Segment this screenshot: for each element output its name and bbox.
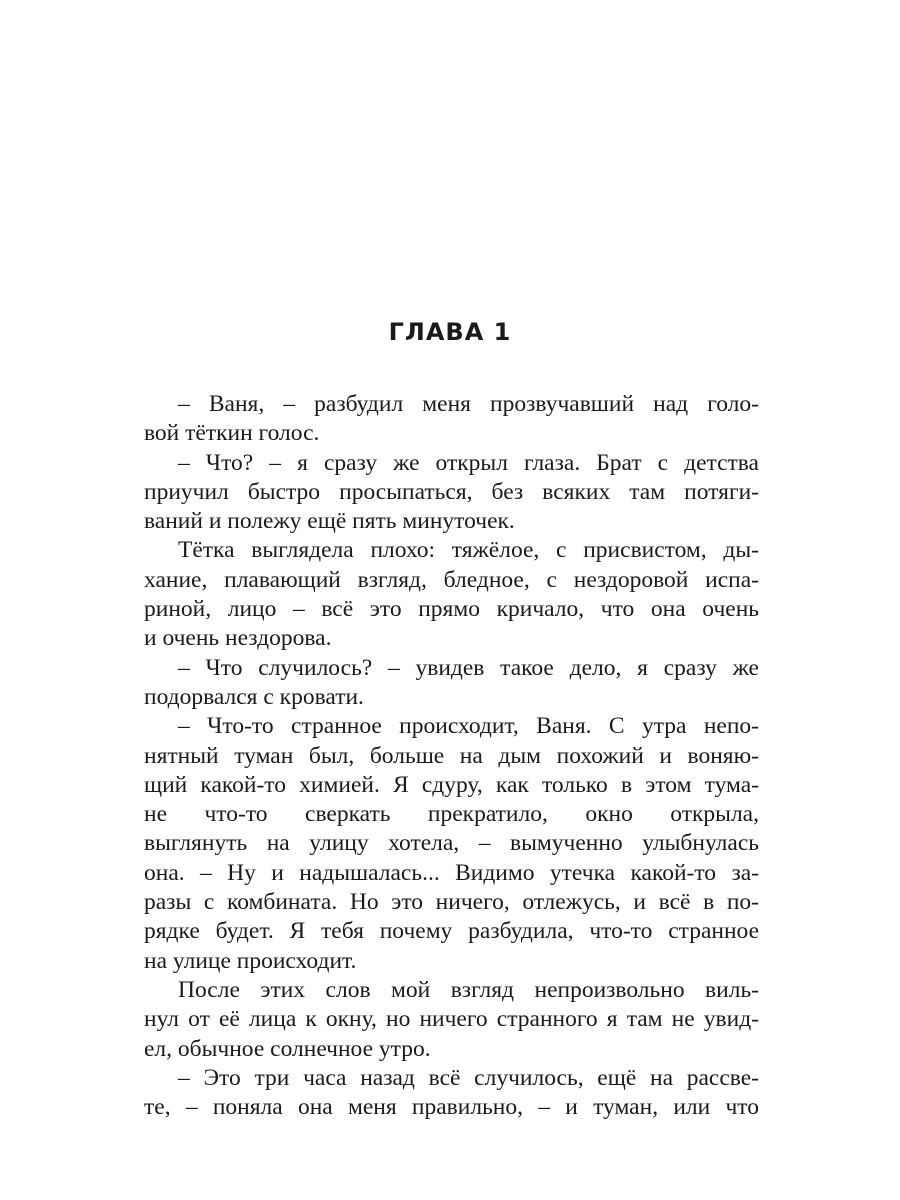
text-line: не что-то сверкать прекратило, окно открыла, bbox=[144, 801, 759, 828]
text-line: она. – Ну и надышалась... Видимо утечка какой-то за- bbox=[144, 859, 759, 886]
chapter-text bbox=[144, 390, 759, 1122]
text-line: ел, обычное солнечное утро. bbox=[144, 1035, 431, 1062]
text-line: – Это три часа назад всё случилось, ещё на рассве- bbox=[178, 1064, 759, 1091]
text-line: те, – поняла она меня правильно, – и туман, или что bbox=[144, 1094, 759, 1121]
text-line: хание, плавающий взгляд, бледное, с нездоровой испа- bbox=[144, 566, 759, 593]
text-line: – Что-то странное происходит, Ваня. С утра непо- bbox=[178, 713, 759, 740]
text-line: риной, лицо – всё это прямо кричало, что она очень bbox=[144, 596, 759, 623]
text-line: – Что случилось? – увидев такое дело, я сразу же bbox=[178, 654, 759, 681]
text-line: выглянуть на улицу хотела, – вымученно улыбнулась bbox=[144, 830, 759, 857]
text-line: вой тёткин голос. bbox=[144, 420, 320, 447]
text-line: – Ваня, – разбудил меня прозвучавший над голо- bbox=[178, 391, 759, 417]
text-line: – Что? – я сразу же открыл глаза. Брат с детства bbox=[178, 449, 759, 476]
text-line: и очень нездорова. bbox=[144, 625, 332, 652]
text-line: ваний и полежу ещё пять минуточек. bbox=[144, 508, 515, 535]
text-line: После этих слов мой взгляд непроизвольно виль- bbox=[178, 976, 759, 1003]
text-line: подорвался с кровати. bbox=[144, 683, 364, 710]
text-line: нул от её лица к окну, но ничего странного я там не увид- bbox=[144, 1006, 759, 1033]
text-line: разы с комбината. Но это ничего, отлежусь, и всё в по- bbox=[144, 889, 759, 916]
text-line: приучил быстро просыпаться, без всяких там потяги- bbox=[144, 478, 759, 505]
text-line: нятный туман был, больше на дым похожий и воняю- bbox=[144, 742, 759, 769]
text-line: на улице происходит. bbox=[144, 947, 357, 974]
text-line: рядке будет. Я тебя почему разбудила, что-то странное bbox=[144, 918, 759, 945]
text-line: Тётка выглядела плохо: тяжёлое, с присвистом, ды- bbox=[178, 537, 759, 564]
text-line: щий какой-то химией. Я сдуру, как только в этом тума- bbox=[144, 771, 759, 798]
chapter-title: ГЛАВА 1 bbox=[388, 318, 512, 346]
